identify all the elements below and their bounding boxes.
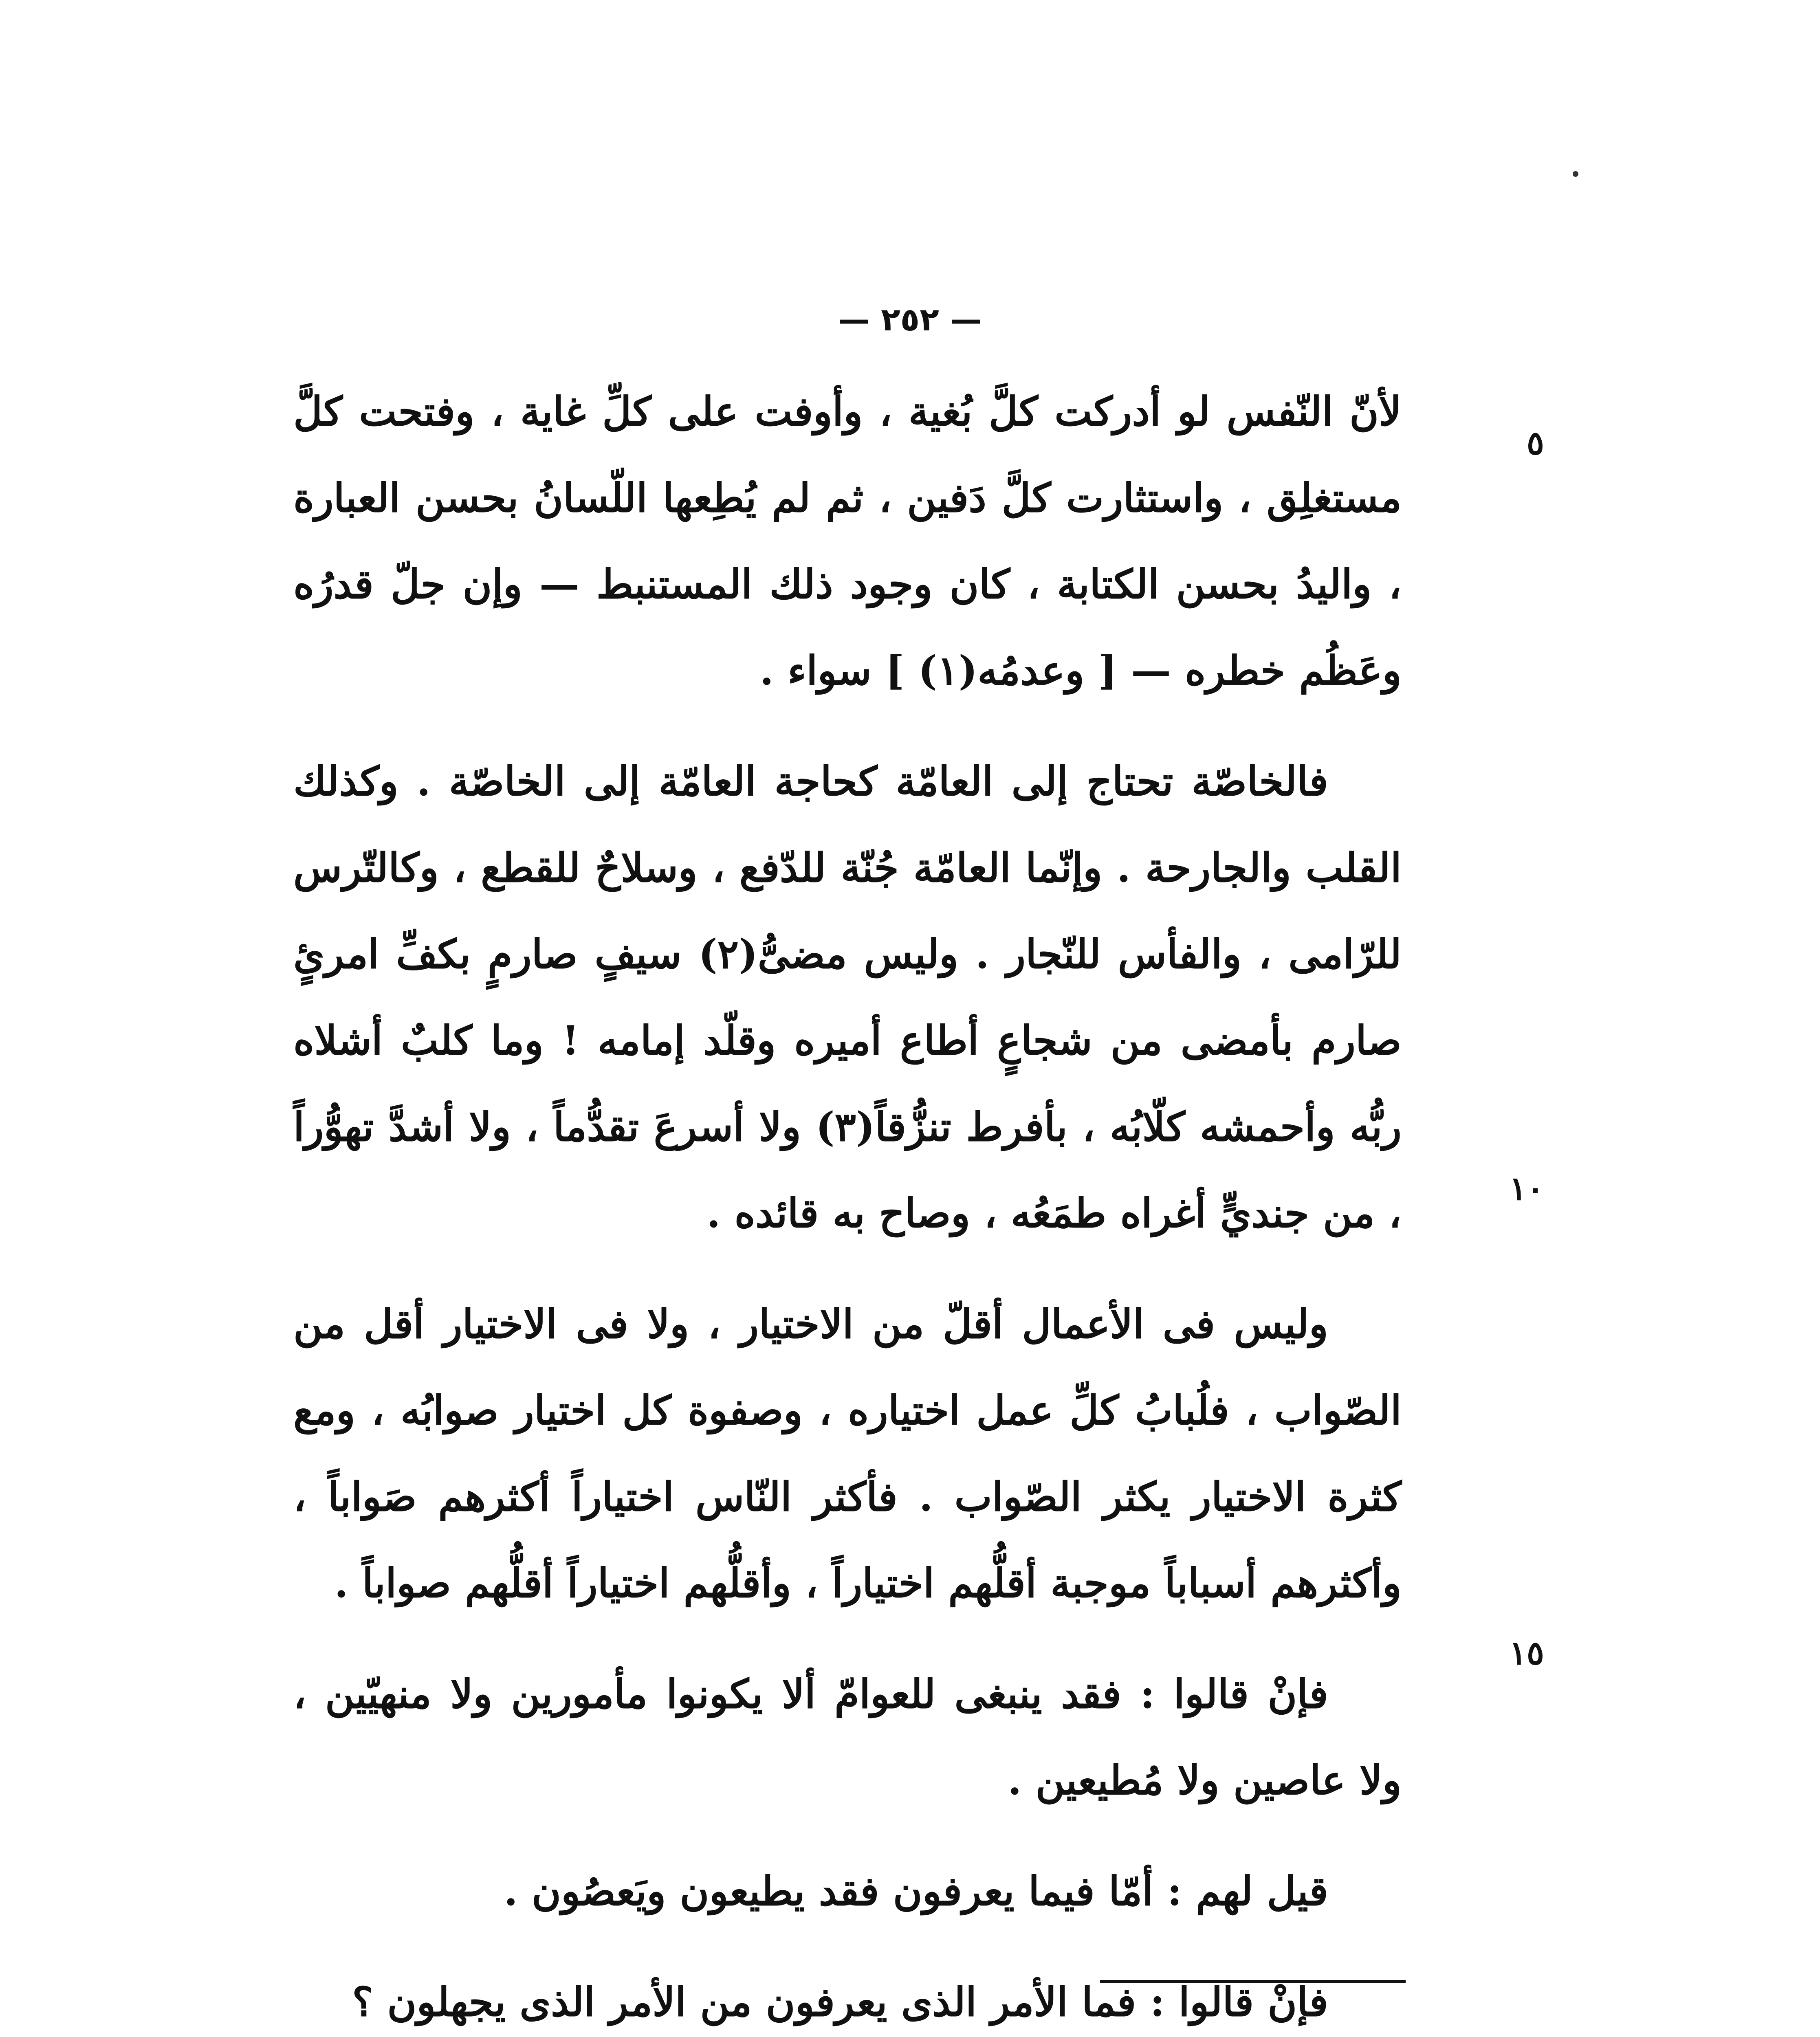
footnote-separator	[1100, 1980, 1406, 1983]
footnotes	[489, 2033, 1402, 2037]
line-number-15: ١٥	[1509, 1634, 1544, 1672]
main-text	[293, 369, 1402, 2037]
footnote-1	[489, 2033, 1402, 2037]
stray-mark	[1573, 171, 1578, 177]
paragraph-4: فإنْ قالوا : فقد ينبغى للعوامّ ألا يكونوا مأمورين ولا منهيّين ، ولا عاصين ولا مُطيعين .	[293, 1671, 1402, 1804]
paragraph-2: فالخاصّة تحتاج إلى العامّة كحاجة العامّة إلى الخاصّة . وكذلك القلب والجارحة . وإنّما العامّة جُنّة للدّفع ، وسلاحٌ للقطع ، وكالتّرس للرّامى ، والفأس للنّجار . وليس مضىُّ(٢) سيفٍ صارمٍ بكفِّ امرئٍ صارم بأمضى من شجاعٍ أطاع أميره وقلّد إمامه ! وما كلبٌ أشلاه ربُّه وأحمشه كلّابُه ، بأفرط تنزُّقاً(٣) ولا أسرعَ تقدُّماً ، ولا أشدَّ تهوُّراً ، من جنديٍّ أغراه طمَعُه ، وصاح به قائده .	[293, 758, 1402, 1237]
paragraph-6: فإنْ قالوا : فما الأمر الذى يعرفون من الأمر الذى يجهلون ؟	[352, 1979, 1328, 2026]
line-number-10: ١٠	[1509, 1169, 1544, 1208]
page-number: — ٢٥٢ —	[838, 301, 982, 338]
line-number-5: ٥	[1527, 424, 1544, 462]
paragraph-3: وليس فى الأعمال أقلّ من الاختيار ، ولا فى الاختيار أقل من الصّواب ، فلُبابُ كلِّ عمل اختياره ، وصفوة كل اختيار صوابُه ، ومع كثرة الاختيار يكثر الصّواب . فأكثر النّاس اختياراً أكثرهم صَواباً ، وأكثرهم أسباباً موجبة أقلُّهم اختياراً ، وأقلُّهم اختياراً أقلُّهم صواباً .	[293, 1301, 1402, 1607]
paragraph-1: لأنّ النّفس لو أدركت كلَّ بُغية ، وأوفت على كلِّ غاية ، وفتحت كلَّ مستغلِق ، واستثارت كلَّ دَفين ، ثم لم يُطِعها اللّسانُ بحسن العبارة ، واليدُ بحسن الكتابة ، كان وجود ذلك المستنبط — وإن جلّ قدرُه وعَظُم خطره — [ وعدمُه(١) ] سواء .	[293, 388, 1402, 694]
paragraph-5: قيل لهم : أمّا فيما يعرفون فقد يطيعون ويَعصُون .	[504, 1868, 1328, 1915]
